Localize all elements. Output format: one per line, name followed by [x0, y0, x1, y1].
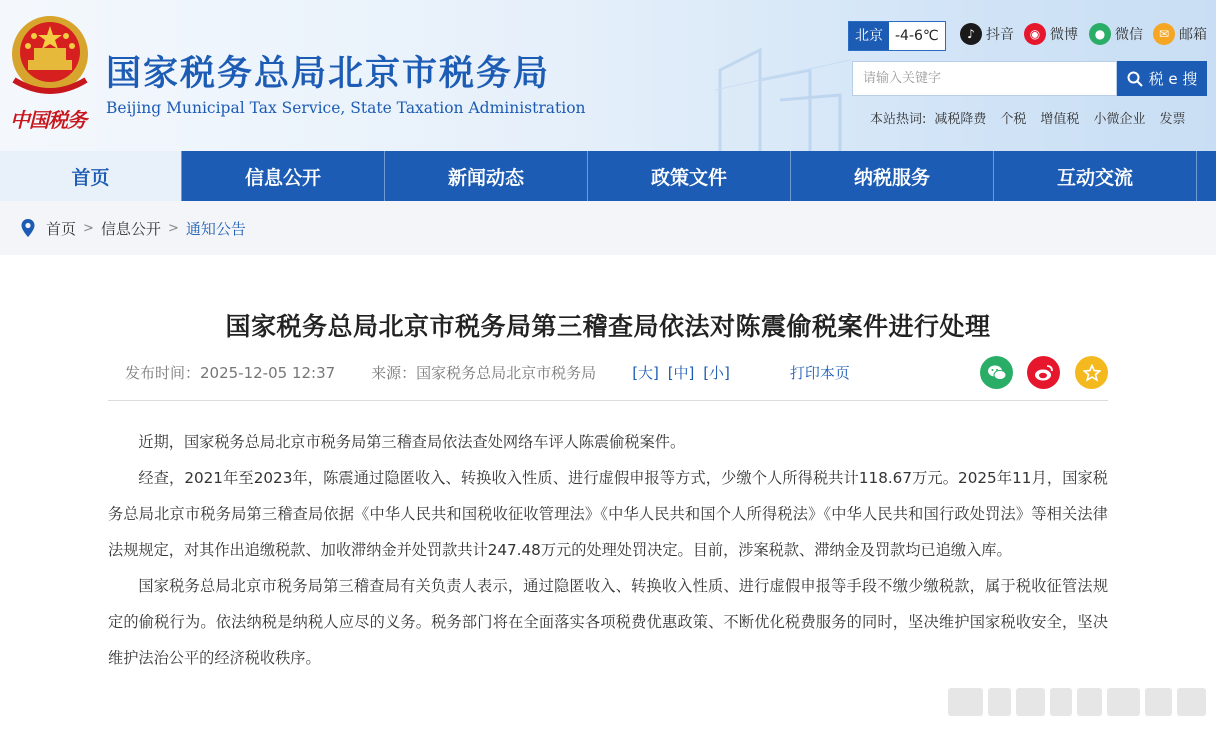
nav-item-info-disclosure[interactable]: 信息公开	[182, 151, 385, 201]
breadcrumb-separator: >	[167, 220, 179, 236]
national-emblem-icon	[6, 10, 94, 100]
weather-city: 北京	[849, 22, 889, 50]
breadcrumb-current[interactable]: 通知公告	[185, 219, 246, 238]
breadcrumb-info-disclosure[interactable]: 信息公开	[100, 219, 161, 238]
weibo-share-button[interactable]	[1027, 356, 1060, 389]
article-paragraph: 近期，国家税务总局北京市税务局第三稽查局依法查处网络车评人陈震偷税案件。	[138, 433, 686, 451]
font-size-medium-button[interactable]: [中]	[667, 363, 695, 382]
nav-item-news[interactable]: 新闻动态	[385, 151, 588, 201]
search-input[interactable]: 请输入关键字	[852, 61, 1117, 96]
watermark-overlay	[948, 686, 1206, 718]
weather-widget	[848, 21, 946, 51]
main-nav	[0, 151, 1216, 201]
weibo-link[interactable]	[1024, 21, 1078, 47]
wechat-icon: ●	[1089, 23, 1111, 45]
location-pin-icon	[20, 218, 36, 238]
building-illustration	[700, 40, 860, 151]
search-icon	[1127, 71, 1143, 87]
search-button[interactable]	[1117, 61, 1207, 96]
nav-item-interaction[interactable]: 互动交流	[994, 151, 1197, 201]
article-paragraph: 经查，2021年至2023年，陈震通过隐匿收入、转换收入性质、进行虚假申报等方式，少缴个人所得税共计118.67万元。2025年11月，国家税务总局北京市税务局第三稽查局依据《中华人民共和国税收征收管理法》《中华人民共和国个人所得税法》《中华人民共和国行政处罚法》等相关法律法规规定，对其作出追缴税款、加收滞纳金并处罚款共计247.48万元的处理处罚决定。目前，涉案税款、滞纳金及罚款均已追缴入库。	[108, 469, 1108, 559]
hotword-link[interactable]: 减税降费	[934, 112, 987, 127]
weibo-share-icon	[1034, 364, 1054, 382]
breadcrumb	[0, 201, 1216, 255]
mail-icon: ✉	[1153, 23, 1175, 45]
article-body	[108, 424, 1108, 676]
weather-temperature: -4-6℃	[895, 28, 939, 44]
favorite-star-icon	[1083, 364, 1101, 382]
mail-link[interactable]	[1153, 21, 1207, 47]
article-source: 来源：国家税务总局北京市税务局	[371, 363, 597, 382]
douyin-icon: ♪	[960, 23, 982, 45]
douyin-link[interactable]	[960, 21, 1014, 47]
breadcrumb-separator: >	[83, 220, 94, 236]
mail-label: 邮箱	[1179, 27, 1207, 43]
article-title: 国家税务总局北京市税务局第三稽查局依法对陈震偷税案件进行处理	[225, 312, 991, 341]
wechat-share-icon	[987, 364, 1007, 382]
douyin-label: 抖音	[986, 27, 1014, 43]
hotword-link[interactable]: 个税	[1000, 112, 1027, 127]
article-paragraph: 国家税务总局北京市税务局第三稽查局有关负责人表示，通过隐匿收入、转换收入性质、进行虚假申报等手段不缴少缴税款，属于税收征管法规定的偷税行为。依法纳税是纳税人应尽的义务。税务部门将在全面落实各项税费优惠政策、不断优化税费服务的同时，坚决维护国家税收安全，坚决维护法治公平的经济税收秩序。	[108, 577, 1108, 667]
hotwords-label: 本站热词:	[870, 112, 927, 127]
print-button[interactable]: 打印本页	[789, 363, 850, 382]
weibo-icon: ◉	[1024, 23, 1046, 45]
site-title: 国家税务总局北京市税务局	[106, 54, 551, 94]
wechat-share-button[interactable]	[980, 356, 1013, 389]
hotword-link[interactable]: 增值税	[1040, 112, 1080, 127]
meta-divider	[108, 400, 1108, 401]
nav-item-policy[interactable]: 政策文件	[588, 151, 791, 201]
nav-item-tax-service[interactable]: 纳税服务	[791, 151, 994, 201]
weibo-label: 微博	[1050, 27, 1078, 43]
hotword-link[interactable]: 小微企业	[1093, 112, 1146, 127]
favorite-button[interactable]	[1075, 356, 1108, 389]
article-meta	[125, 361, 850, 383]
hotword-link[interactable]: 发票	[1159, 112, 1186, 127]
breadcrumb-home[interactable]: 首页	[46, 219, 77, 238]
font-size-switcher	[632, 362, 734, 383]
font-size-small-button[interactable]: [小]	[703, 363, 730, 382]
search-button-label: 税 e 搜	[1148, 70, 1198, 88]
site-subtitle: Beijing Municipal Tax Service, State Taxation Administration	[106, 99, 586, 117]
site-header	[0, 0, 1216, 151]
wechat-link[interactable]	[1089, 21, 1143, 47]
hotwords-bar	[870, 108, 1185, 127]
wechat-label: 微信	[1115, 27, 1143, 43]
nav-item-home[interactable]: 首页	[0, 151, 182, 201]
china-tax-signature: 中国税务	[10, 108, 86, 132]
font-size-large-button[interactable]: [大]	[632, 363, 659, 382]
publish-date: 发布时间：2025-12-05 12:37	[125, 363, 336, 382]
